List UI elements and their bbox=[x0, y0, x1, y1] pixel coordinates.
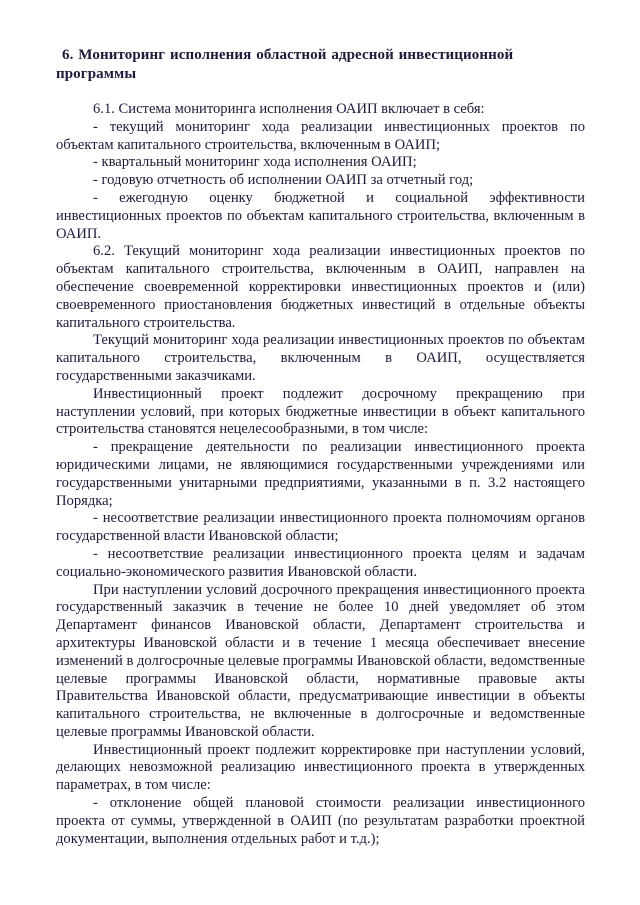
list-item-current-monitoring: - текущий мониторинг хода реализации инвестиционных проектов по объектам капитального строительства, включенным в ОАИП; bbox=[56, 118, 585, 153]
list-item-activity-termination: - прекращение деятельности по реализации инвестиционного проекта юридическими лицами, не являющимися государственными учреждениями или государственными унитарными предприятиями, указанными в п. 3.2 настоящего Порядка; bbox=[56, 439, 585, 509]
list-item-annual-report: - годовую отчетность об исполнении ОАИП за отчетный год; bbox=[93, 172, 474, 189]
document-heading: 6. Мониторинг исполнения областной адресной инвестиционной программы bbox=[56, 47, 514, 82]
paragraph-current-monitoring-executors: Текущий мониторинг хода реализации инвестиционных проектов по объектам капитального строительства, включенным в ОАИП, осуществляется государственными заказчиками. bbox=[56, 332, 585, 384]
list-item-mismatch-goals: - несоответствие реализации инвестиционного проекта целям и задачам социально-экономического развития Ивановской области. bbox=[56, 545, 585, 580]
paragraph-6-2: 6.2. Текущий мониторинг хода реализации инвестиционных проектов по объектам капитального строительства, включенным в ОАИП, направлен на обеспечение своевременной корректировки инвестиционных проектов и (или) своевременного приостановления бюджетных инвестиций в отдельные объекты капитального строительства. bbox=[56, 243, 585, 331]
paragraph-6-1: 6.1. Система мониторинга исполнения ОАИП включает в себя: bbox=[93, 101, 485, 117]
list-item-annual-assessment: - ежегодную оценку бюджетной и социальной эффективности инвестиционных проектов по объектам капитального строительства, включенным в ОАИП. bbox=[56, 189, 585, 242]
list-item-cost-deviation: - отклонение общей плановой стоимости реализации инвестиционного проекта от суммы, утвержденной в ОАИП (по результатам разработки проектной документации, выполнения отдельных работ и т.д.); bbox=[56, 795, 585, 847]
list-item-quarterly-monitoring: - квартальный мониторинг хода исполнения ОАИП; bbox=[93, 154, 417, 171]
paragraph-early-termination: Инвестиционный проект подлежит досрочному прекращению при наступлении условий, при которых бюджетные инвестиции в объект капитального строительства становятся нецелесообразными, в том числе: bbox=[56, 385, 585, 438]
list-item-mismatch-authority: - несоответствие реализации инвестиционного проекта полномочиям органов государственной власти Ивановской области; bbox=[56, 510, 585, 545]
paragraph-termination-procedure: При наступлении условий досрочного прекращения инвестиционного проекта государственный заказчик в течение не более 10 дней уведомляет об этом Департамент финансов Ивановской области, Департамент строительства и архитектуры Ивановской области и в течение 1 месяца обеспечивает внесение изменений в долгосрочные целевые программы Ивановской области, ведомственные целевые программы Ивановской области, нормативные правовые акты Правительства Ивановской области, предусматривающие инвестиции в объекты капитального строительства, не включенные в долгосрочные и ведомственные целевые программы Ивановской области. bbox=[56, 581, 585, 740]
paragraph-project-adjustment: Инвестиционный проект подлежит корректировке при наступлении условий, делающих невозможной реализацию инвестиционного проекта в утвержденных параметрах, в том числе: bbox=[56, 741, 585, 794]
